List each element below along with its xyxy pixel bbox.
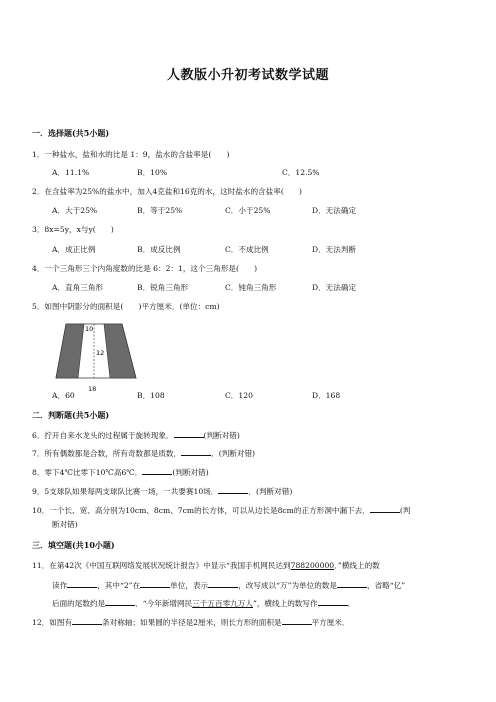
page-title: 人教版小升初考试数学试题 [166,68,329,83]
answer-blank[interactable] [181,447,211,456]
option-d: D．无法确定 [312,283,357,292]
underlined-text: 三千五百零九万人 [192,599,253,608]
option-a: A．直角三角形 [52,283,104,292]
bottom-length-label: 18 [88,385,97,393]
question-5: 5．如图中阴影分的面积是( )平方厘米．(单位：cm) [32,302,220,311]
shaded-right-triangle [104,324,136,378]
option-b: B．锐角三角形 [137,283,189,292]
answer-blank[interactable] [370,504,400,513]
section-heading-judge: 二．判断题(共5小题) [32,410,110,420]
question-9: 9．5支球队如果每两支球队比赛一场，一共要赛10场． ．(判断对错) [32,487,293,496]
option-a: A．60 [52,391,75,400]
option-b: B．10% [137,168,168,177]
answer-blank[interactable] [318,597,348,606]
option-a: A．大于25% [52,206,98,215]
question-1: 1．一种盐水，盐和水的比是 1：9，盐水的含盐率是( ) [32,150,230,159]
section-heading-fill: 三．填空题(共10小题) [32,540,115,550]
question-10-cont: 断对错) [52,520,78,529]
question-10: 10．一个长、宽、高分别为10cm、8cm、7cm的长方体，可以从边长是8cm的正方形洞中漏下去． (判 [32,506,411,515]
question-4: 4．一个三角形三个内角度数的比是 6：2：1，这个三角形是( ) [32,264,258,273]
answer-blank[interactable] [282,616,312,625]
question-11: 11．在第42次《中国互联网络发展状况统计报告》中显示“我国手机网民达到788200000．”横线上的数 [32,561,380,570]
option-a: A．成正比例 [52,245,96,254]
question-8: 8．零下4℃比零下10℃高6℃． (判断对错) [32,468,209,477]
answer-blank[interactable] [142,466,172,475]
answer-blank[interactable] [174,429,204,438]
answer-blank[interactable] [140,579,170,588]
option-a: A．11.1% [52,168,90,177]
option-d: D．无法判断 [312,245,357,254]
answer-blank[interactable] [218,485,248,494]
question-12: 12．如图有 条对称轴；如果圆的半径是2厘米，则长方形的面积是 平方厘米． [32,618,350,627]
answer-blank[interactable] [337,579,367,588]
trapezoid-figure [52,322,138,382]
option-b: B．成反比例 [137,245,181,254]
option-d: D．168 [312,391,341,400]
question-7: 7．所有偶数都是合数，所有奇数都是质数． ．(判断对错) [32,449,256,458]
option-c: C．120 [225,391,253,400]
option-c: C．不成比例 [225,245,269,254]
section-heading-choice: 一．选择题(共5小题) [32,128,110,138]
answer-blank[interactable] [208,579,238,588]
top-length-label: 10 [85,325,94,333]
question-2: 2．在含盐率为25%的盐水中，加入4克盐和16克的水，这时盐水的含盐率( ) [32,187,302,196]
answer-blank[interactable] [72,616,102,625]
option-c: C．钝角三角形 [225,283,277,292]
answer-blank[interactable] [67,579,97,588]
option-b: B．等于25% [137,206,183,215]
option-d: D．无法确定 [312,206,357,215]
answer-blank[interactable] [105,597,135,606]
option-b: B．108 [137,391,165,400]
height-label: 12 [96,349,105,357]
option-c: C．小于25% [225,206,271,215]
question-11-line3: 后面的尾数约是 ．“今年新增网民三千五百零九万人”，横线上的数写作 ． [52,599,356,608]
option-c: C．12.5% [282,168,320,177]
question-11-line2: 读作 ，其中“2”在 单位，表示 ，改写成以“万”为单位的数是 ，省略“亿” [52,581,406,590]
question-6: 6．拧开自来水龙头的过程属于旋转现象． (判断对错) [32,431,240,440]
question-3: 3．8x=5y，x与y( ) [32,225,114,234]
underlined-number: 788200000 [290,561,335,570]
